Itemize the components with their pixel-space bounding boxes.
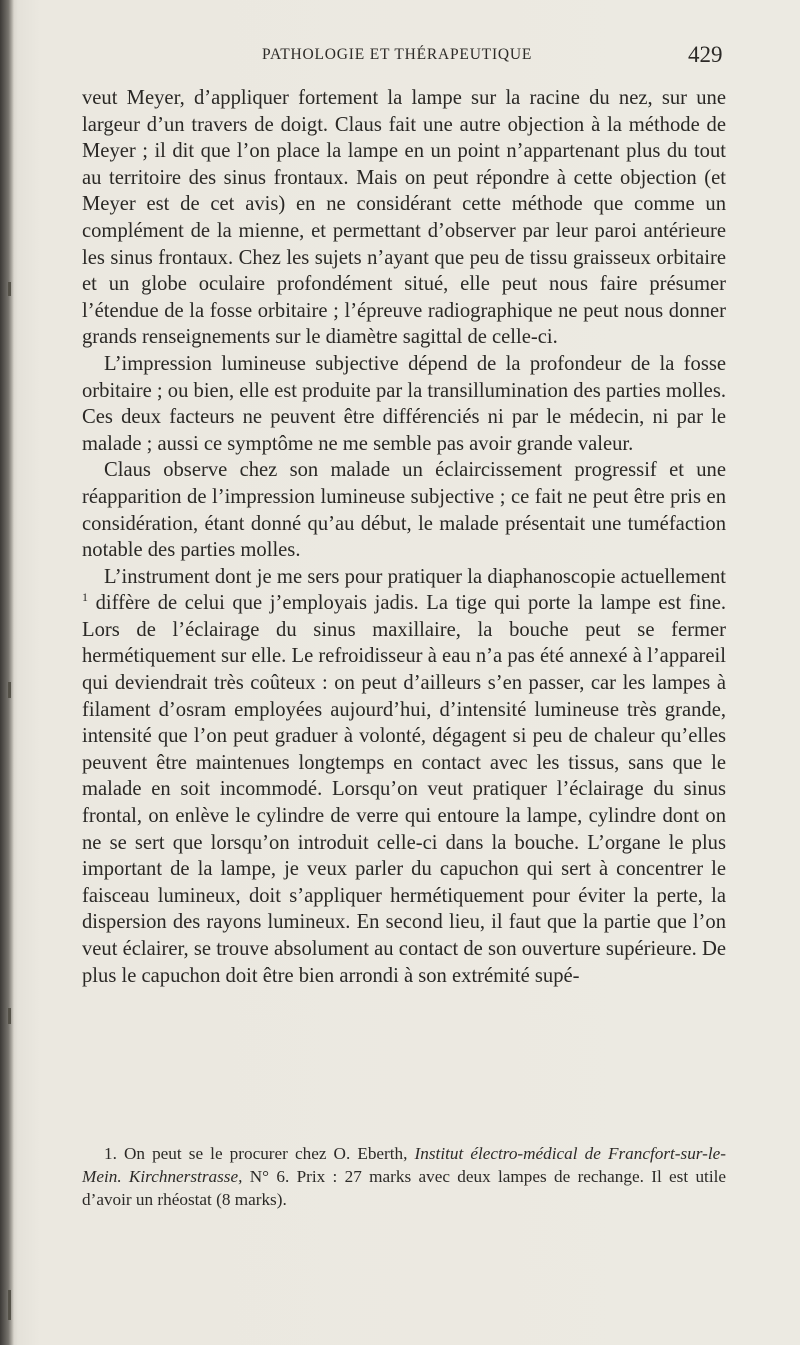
footnote-number: 1. <box>104 1144 117 1163</box>
margin-mark <box>8 682 11 698</box>
paragraph: veut Meyer, d’appliquer fortement la lampe sur la racine du nez, sur une largeur d’un travers de doigt. Claus fait une autre objection à la méthode de Meyer ; il dit que l’on place la lampe en un point n’appartenant plus du tout au territoire des sinus frontaux. Mais on peut répondre à cette objection (et Meyer est de cet avis) en ne considérant cette méthode que comme un complément de la mienne, et permettant d’observer par leur paroi antérieure les sinus frontaux. Chez les sujets n’ayant que peu de tissu graisseux orbitaire et un globe oculaire profondément situé, elle peut nous faire présumer l’étendue de la fosse orbitaire ; l’épreuve radiographique ne peut nous donner grands renseignements sur le diamètre sagittal de celle-ci. <box>82 87 726 349</box>
footnote-text-part: N° 6. Prix : 27 marks avec deux lampes de rechange. Il est utile d’avoir un rhéostat (8 marks). <box>82 1167 727 1209</box>
margin-mark <box>8 1008 11 1024</box>
body-text <box>82 85 726 989</box>
footnote <box>82 1142 726 1211</box>
margin-mark <box>8 282 11 296</box>
paragraph <box>82 564 726 990</box>
page-header <box>0 42 800 72</box>
running-title: PATHOLOGIE ET THÉRAPEUTIQUE <box>262 46 533 63</box>
page-number: 429 <box>688 42 723 67</box>
footnote-reference: 1 <box>82 590 88 605</box>
paragraph: L’impression lumineuse subjective dépend de la profondeur de la fosse orbitaire ; ou bien, elle est produite par la transillumination des parties molles. Ces deux facteurs ne peuvent être différenciés ni par le médecin, ni par le malade ; aussi ce symptôme ne me semble pas avoir grande valeur. <box>82 352 726 455</box>
paragraph-text: diffère de celui que j’employais jadis. La tige qui porte la lampe est fine. Lors de l’éclairage du sinus maxillaire, la bouche peut se fermer hermétiquement sur elle. Le refroidisseur à eau n’a pas été annexé à l’appareil qui deviendrait très coûteux : on peut d’ailleurs s’en passer, car les lampes à filament d’osram employées aujourd’hui, d’intensité lumineuse très grande, intensité que l’on peut graduer à volonté, dégagent si peu de chaleur qu’elles peuvent être maintenues longtemps en contact avec les tissus, sans que le malade en soit incommodé. Lorsqu’on veut pratiquer l’éclairage du sinus frontal, on enlève le cylindre de verre qui entoure la lampe, cylindre dont on ne se sert que lorsqu’on introduit celle-ci dans la bouche. L’organe le plus important de la lampe, je veux parler du capuchon qui sert à concentrer le faisceau lumineux, doit s’appliquer hermétiquement pour éviter la perte, la dispersion des rayons lumineux. En second lieu, il faut que la partie que l’on veut éclairer, se trouve absolument au contact de son ouverture supérieure. De plus le capuchon doit être bien arrondi à son extrémité supé- <box>82 592 726 987</box>
footnote-italic: Institut électro-médical de Francfort-sur-le-Mein. Kirchnerstrasse, <box>82 1144 726 1186</box>
footnote-text <box>82 1142 726 1211</box>
margin-mark <box>8 1290 11 1320</box>
paragraph-text: L’instrument dont je me sers pour pratiquer la diaphanoscopie actuellement <box>104 565 726 588</box>
paragraph: Claus observe chez son malade un éclaircissement progressif et une réapparition de l’impression lumineuse subjective ; ce fait ne peut être pris en considération, étant donné qu’au début, le malade présentait une tuméfaction notable des parties molles. <box>82 459 726 562</box>
footnote-text-part: On peut se le procurer chez O. Eberth, <box>123 1144 408 1163</box>
book-spine-shadow <box>0 0 14 1345</box>
